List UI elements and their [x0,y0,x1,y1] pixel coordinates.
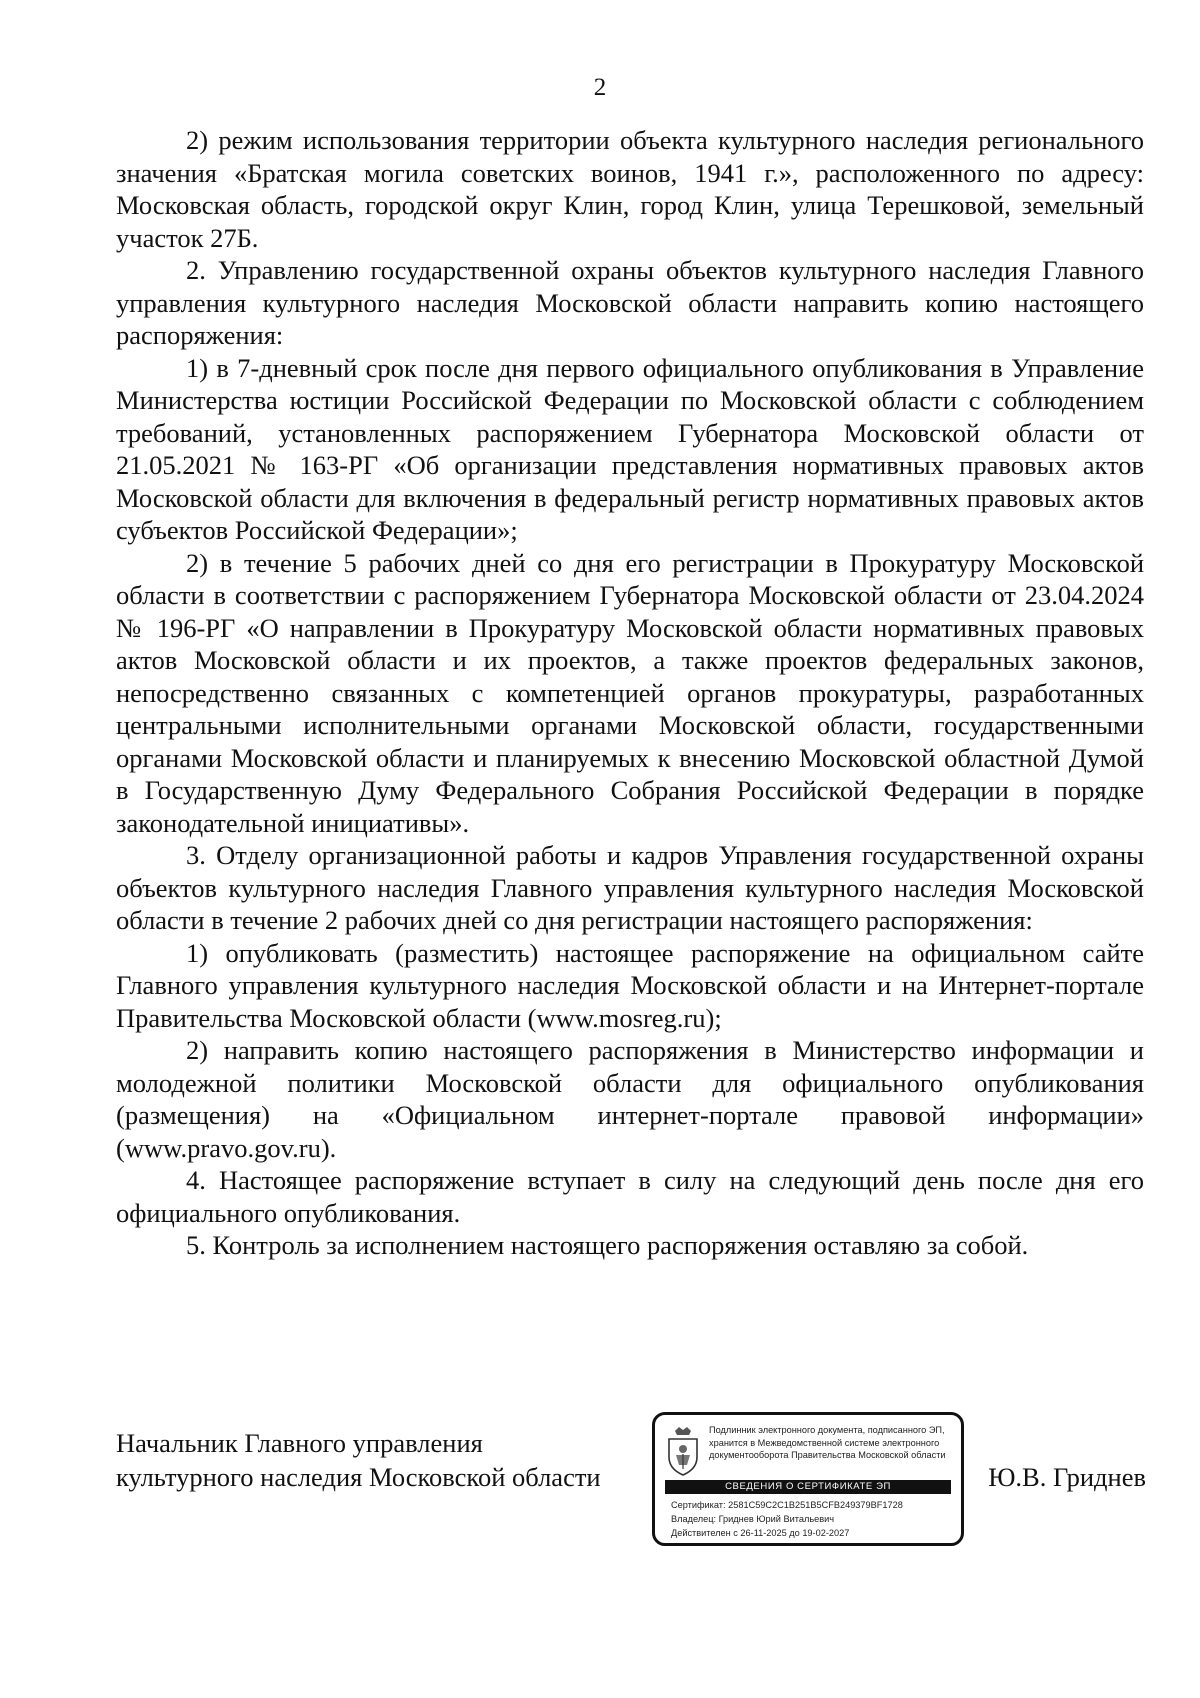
signer-position [116,1426,601,1494]
signature-block [116,1412,1146,1562]
certificate-header: СВЕДЕНИЯ О СЕРТИФИКАТЕ ЭП [665,1480,951,1494]
certificate-owner: Владелец: Гриднев Юрий Витальевич [671,1514,835,1524]
document-body [116,124,1144,1262]
coat-of-arms-icon [665,1425,701,1479]
electronic-signature-stamp [652,1412,964,1546]
stamp-note-line-1: Подлинник электронного документа, подписанного ЭП, [709,1425,945,1435]
paragraph-4: 4. Настоящее распоряжение вступает в силу на следующий день после дня его официального опубликования. [116,1165,1144,1228]
paragraph-3-item-1: 1) опубликовать (разместить) настоящее распоряжение на официальном сайте Главного управления культурного наследия Московской области и на Интернет-портале Правительства Московской области (www.mosreg.ru); [116,937,1144,1033]
paragraph-3: 3. Отделу организационной работы и кадров Управления государственной охраны объектов культурного наследия Главного управления культурного наследия Московской области в течение 2 рабочих дней со дня регистрации настоящего распоряжения: [116,840,1144,935]
signer-position-line-2: культурного наследия Московской области [116,1462,601,1492]
certificate-validity: Действителен с 26-11-2025 до 19-02-2027 [671,1528,850,1538]
certificate-details [671,1498,957,1540]
paragraph-1-item-2: 2) режим использования территории объекта культурного наследия регионального значения «Братская могила советских воинов, 1941 г.», расположенного по адресу: Московская область, городской округ Клин, город Клин, улица Терешковой, земельный участок 27Б. [116,125,1144,253]
paragraph-5: 5. Контроль за исполнением настоящего распоряжения оставляю за собой. [186,1230,1029,1260]
page-number: 2 [593,74,607,101]
stamp-note-line-3: документооборота Правительства Московской области [709,1450,946,1460]
paragraph-2: 2. Управлению государственной охраны объектов культурного наследия Главного управления культурного наследия Московской области направить копию настоящего распоряжения: [116,255,1144,350]
stamp-note [709,1424,961,1462]
paragraph-3-item-2: 2) направить копию настоящего распоряжения в Министерство информации и молодежной политики Московской области для официального опубликования (размещения) на «Официальном интернет-портале правовой информации» (www.pravo.gov.ru). [116,1035,1144,1163]
certificate-number: Сертификат: 2581C59C2C1B251B5CFB249379BF1728 [671,1500,903,1510]
signer-position-line-1: Начальник Главного управления [116,1428,483,1458]
stamp-note-line-2: хранится в Межведомственной системе электронного [709,1437,940,1448]
signer-name: Ю.В. Гриднев [988,1462,1146,1492]
paragraph-2-item-2: 2) в течение 5 рабочих дней со дня его регистрации в Прокуратуру Московской области в соответствии с распоряжением Губернатора Московской области от 23.04.2024 № 196-РГ «О направлении в Прокуратуру Московской области нормативных правовых актов Московской области и их проектов, а также проектов федеральных законов, непосредственно связанных с компетенцией органов прокуратуры, разработанных центральными исполнительными органами Московской области, государственными органами Московской области и планируемых к внесению Московской областной Думой в Государственную Думу Федерального Собрания Российской Федерации в порядке законодательной инициативы». [116,547,1144,838]
paragraph-2-item-1: 1) в 7-дневный срок после дня первого официального опубликования в Управление Министерства юстиции Российской Федерации по Московской области с соблюдением требований, установленных распоряжением Губернатора Московской области от 21.05.2021 № 163-РГ «Об организации представления нормативных правовых актов Московской области для включения в федеральный регистр нормативных правовых актов субъектов Российской Федерации»; [116,352,1144,545]
